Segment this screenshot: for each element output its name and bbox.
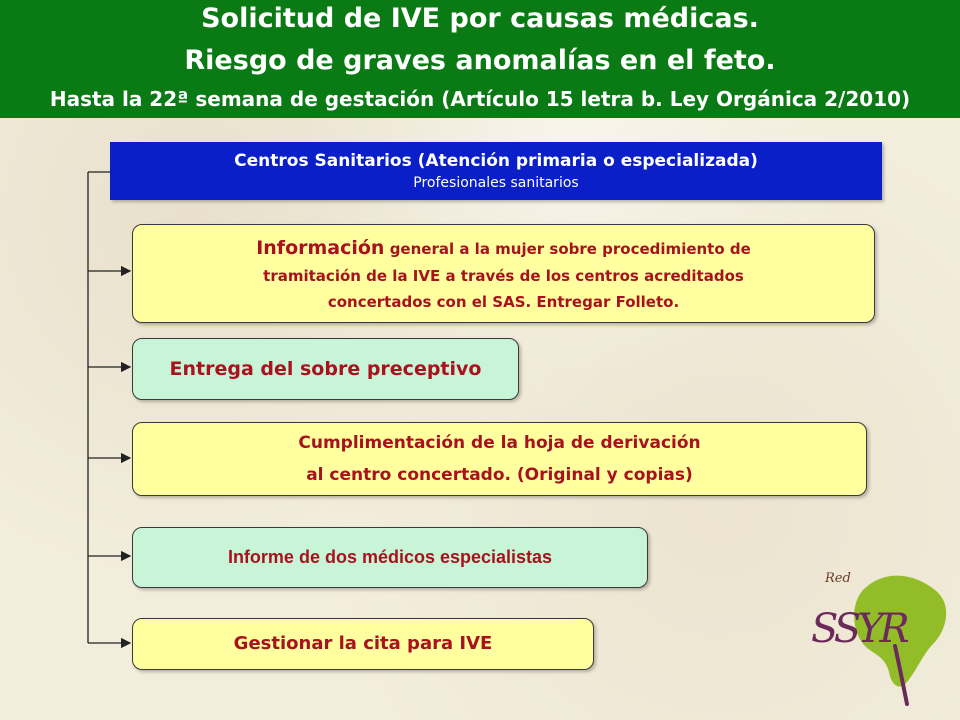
centros-subtitle: Profesionales sanitarios	[413, 175, 579, 191]
page-title-line2: Riesgo de graves anomalías en el feto.	[184, 45, 776, 76]
step-gestionar-cita: Gestionar la cita para IVE	[132, 618, 594, 670]
informacion-line3: concertados con el SAS. Entregar Folleto.	[327, 293, 680, 311]
informacion-lead: Información	[256, 237, 385, 259]
step-informe-medicos: Informe de dos médicos especialistas	[132, 527, 648, 588]
page-subtitle: Hasta la 22ª semana de gestación (Artículo 15 letra b. Ley Orgánica 2/2010)	[49, 87, 911, 111]
centros-sanitarios-box	[110, 142, 882, 200]
step-cumplimentacion	[132, 422, 867, 496]
centros-title: Centros Sanitarios (Atención primaria o especializada)	[234, 151, 758, 171]
informacion-line2: tramitación de la IVE a través de los centros acreditados	[263, 267, 744, 285]
cumplimentacion-line2: al centro concertado. (Original y copias)	[306, 465, 693, 485]
red-ssyr-logo	[795, 560, 955, 720]
informacion-line1: general a la mujer sobre procedimiento de	[384, 240, 751, 258]
step-informacion	[132, 224, 875, 323]
cumplimentacion-line1: Cumplimentación de la hoja de derivación	[298, 433, 701, 453]
step-entrega-sobre: Entrega del sobre preceptivo	[132, 338, 519, 400]
logo-red-text: Red	[825, 571, 851, 586]
logo-ssyr-text: SSYR	[811, 606, 906, 652]
page-title: Solicitud de IVE por causas médicas.	[201, 3, 759, 34]
